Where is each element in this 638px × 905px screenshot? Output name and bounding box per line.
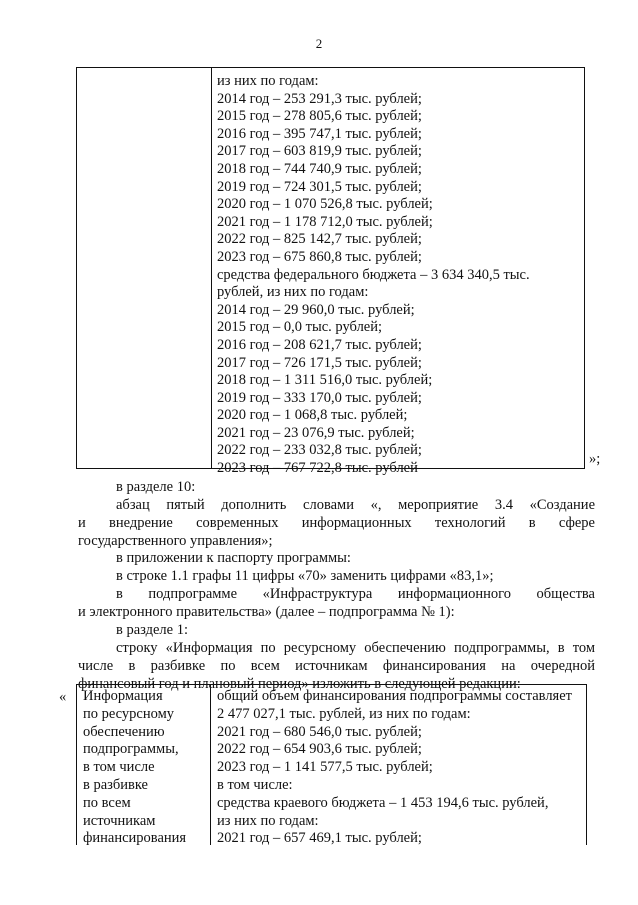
paragraph-abzac <box>78 497 595 550</box>
text-line: источникам <box>83 812 156 829</box>
paragraph-stroke: в строке 1.1 графы 11 цифры «70» заменить цифрами «83,1»; <box>116 568 494 584</box>
text-line: 2021 год – 657 469,1 тыс. рублей; <box>217 830 422 847</box>
text-line: 2015 год – 278 805,6 тыс. рублей; <box>217 108 422 125</box>
text-line: финансовый год и плановый период» изложить в следующей редакции: <box>78 675 521 692</box>
text-line: 2014 год – 29 960,0 тыс. рублей; <box>217 301 415 318</box>
table-column-divider <box>211 68 212 468</box>
text-line: рублей, из них по годам: <box>217 284 369 301</box>
text-line: 2018 год – 1 311 516,0 тыс. рублей; <box>217 372 433 389</box>
text-line: по всем <box>83 794 131 811</box>
text-line: 2016 год – 208 621,7 тыс. рублей; <box>217 336 422 353</box>
paragraph-section-10: в разделе 10: <box>116 479 196 495</box>
text-line: числе в разбивке по всем источникам финансирования на очередной <box>78 657 595 674</box>
funding-table-top <box>76 67 585 477</box>
row-label-cell <box>83 688 207 848</box>
paragraph-appendix: в приложении к паспорту программы: <box>116 550 351 566</box>
open-quote: « <box>59 689 67 705</box>
text-line: и электронного правительства» (далее – подпрограмма № 1): <box>78 603 455 620</box>
text-line: 2021 год – 1 178 712,0 тыс. рублей; <box>217 213 433 230</box>
closing-quote: »; <box>589 451 601 467</box>
text-line: 2016 год – 395 747,1 тыс. рублей; <box>217 125 422 142</box>
text-line: 2021 год – 680 546,0 тыс. рублей; <box>217 723 422 740</box>
text-line: по ресурсному <box>83 705 175 722</box>
text-line: 2021 год – 23 076,9 тыс. рублей; <box>217 424 415 441</box>
funding-table-bottom <box>76 684 587 845</box>
text-line: 2019 год – 724 301,5 тыс. рублей; <box>217 178 422 195</box>
funding-cell <box>217 73 578 478</box>
text-line: 2023 год – 1 141 577,5 тыс. рублей; <box>217 759 433 776</box>
text-line: 2014 год – 253 291,3 тыс. рублей; <box>217 90 422 107</box>
text-line: 2015 год – 0,0 тыс. рублей; <box>217 319 383 336</box>
text-line: подпрограммы, <box>83 741 179 758</box>
text-line: обеспечению <box>83 723 165 740</box>
text-line: государственного управления»; <box>78 532 273 549</box>
text-line: в подпрограмме «Инфраструктура информационного общества <box>116 586 595 602</box>
text-line: 2017 год – 726 171,5 тыс. рублей; <box>217 354 422 371</box>
text-line: 2022 год – 654 903,6 тыс. рублей; <box>217 741 422 758</box>
text-line: из них по годам: <box>217 73 319 89</box>
text-line: 2020 год – 1 068,8 тыс. рублей; <box>217 407 408 424</box>
text-line: в том числе: <box>217 776 293 793</box>
text-line: 2017 год – 603 819,9 тыс. рублей; <box>217 143 422 160</box>
text-line: средства федерального бюджета – 3 634 340,5 тыс. <box>217 266 530 283</box>
text-line: в том числе <box>83 759 155 776</box>
text-line: и внедрение современных информационных технологий в сфере <box>78 514 595 531</box>
table-column-divider <box>210 685 211 845</box>
text-line: 2022 год – 233 032,8 тыс. рублей; <box>217 442 422 459</box>
text-line: 2018 год – 744 740,9 тыс. рублей; <box>217 160 422 177</box>
text-line: 2 477 027,1 тыс. рублей, из них по годам: <box>217 705 471 722</box>
paragraph-subprogram <box>78 586 595 622</box>
row-value-cell <box>217 688 582 848</box>
text-line: 2023 год – 675 860,8 тыс. рублей; <box>217 248 422 265</box>
text-line: в разбивке <box>83 776 148 793</box>
text-line: 2022 год – 825 142,7 тыс. рублей; <box>217 231 422 248</box>
text-line: 2020 год – 1 070 526,8 тыс. рублей; <box>217 196 433 213</box>
text-line: абзац пятый дополнить словами «, мероприятие 3.4 «Создание <box>116 497 595 513</box>
text-line: Информация <box>83 688 163 704</box>
text-line: строку «Информация по ресурсному обеспечению подпрограммы, в том <box>116 640 595 656</box>
paragraph-section-1: в разделе 1: <box>116 622 189 638</box>
text-line: 2023 год – 767 722,8 тыс. рублей <box>217 460 418 477</box>
text-line: из них по годам: <box>217 812 319 829</box>
text-line: средства краевого бюджета – 1 453 194,6 тыс. рублей, <box>217 794 549 811</box>
page-number: 2 <box>315 36 323 51</box>
text-line: 2019 год – 333 170,0 тыс. рублей; <box>217 389 422 406</box>
text-line: общий объем финансирования подпрограммы составляет <box>217 688 572 704</box>
text-line: финансирования <box>83 830 187 847</box>
